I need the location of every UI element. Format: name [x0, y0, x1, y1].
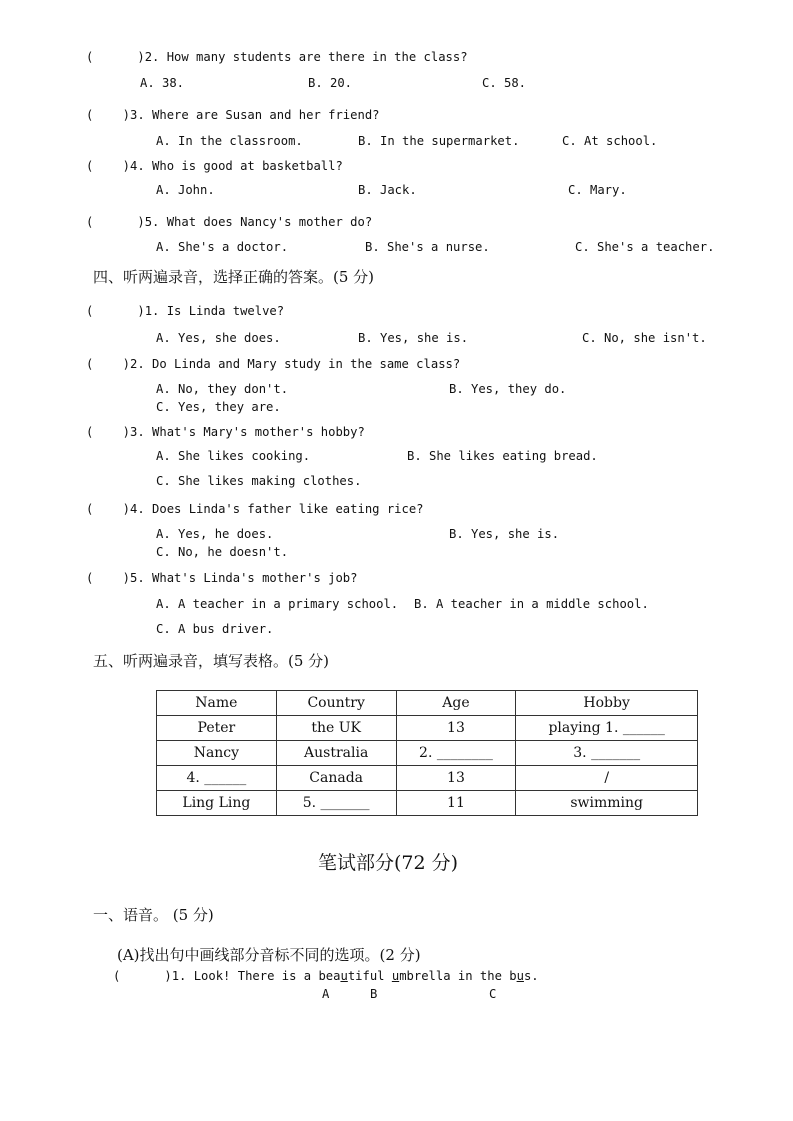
table-cell: 11	[396, 791, 516, 816]
question-text: ( )5. What does Nancy's mother do?	[86, 215, 373, 229]
option-b: B. Yes, she is.	[358, 331, 469, 345]
sub-section-a-title: (A)找出句中画线部分音标不同的选项。(2 分)	[117, 946, 421, 964]
option-c: C. A bus driver.	[156, 622, 274, 636]
question-text: ( )3. What's Mary's mother's hobby?	[86, 425, 365, 439]
option-b: B. 20.	[308, 76, 353, 90]
table-row	[157, 766, 698, 791]
option-c: C. Mary.	[568, 183, 627, 197]
question-text: ( )2. Do Linda and Mary study in the same class?	[86, 357, 461, 371]
table-row	[157, 791, 698, 816]
info-table	[156, 690, 698, 816]
table-cell: 5. _______	[276, 791, 396, 816]
table-cell: 4. ______	[157, 766, 277, 791]
written-section1-title: 一、语音。 (5 分)	[93, 906, 214, 924]
question-text: ( )2. How many students are there in the class?	[86, 50, 468, 64]
table-cell: the UK	[276, 716, 396, 741]
table-cell: 2. ________	[396, 741, 516, 766]
option-a: A. In the classroom.	[156, 134, 303, 148]
option-c: C. No, she isn't.	[582, 331, 707, 345]
header-cell: Country	[276, 691, 396, 716]
q1-text-part: ( )1. Look! There is a bea	[113, 969, 341, 983]
table-cell: 3. _______	[516, 741, 698, 766]
underlined-letter-c: u	[516, 969, 524, 983]
option-a: A. A teacher in a primary school.	[156, 597, 399, 611]
table-cell: playing 1. ______	[516, 716, 698, 741]
q1-text-part: s.	[523, 969, 539, 983]
phonics-question-1	[113, 968, 539, 984]
table-cell: Australia	[276, 741, 396, 766]
option-a: A. John.	[156, 183, 215, 197]
option-b: B. A teacher in a middle school.	[414, 597, 649, 611]
option-a: A. Yes, he does.	[156, 527, 274, 541]
option-a: A. She likes cooking.	[156, 449, 311, 463]
table-cell: Peter	[157, 716, 277, 741]
option-b: B. Yes, she is.	[449, 527, 560, 541]
question-text: ( )5. What's Linda's mother's job?	[86, 571, 358, 585]
table-cell: Ling Ling	[157, 791, 277, 816]
table-cell: 13	[396, 716, 516, 741]
option-c: C. She's a teacher.	[575, 240, 715, 254]
label-a: A	[322, 987, 330, 1001]
option-c: C. Yes, they are.	[156, 400, 281, 414]
option-b: B. In the supermarket.	[358, 134, 520, 148]
option-a: A. 38.	[140, 76, 185, 90]
option-c: C. At school.	[562, 134, 658, 148]
question-text: ( )4. Does Linda's father like eating rice?	[86, 502, 424, 516]
written-part-title: 笔试部分(72 分)	[318, 852, 459, 874]
header-cell: Name	[157, 691, 277, 716]
option-b: B. She likes eating bread.	[407, 449, 598, 463]
option-b: B. Jack.	[358, 183, 417, 197]
label-c: C	[489, 987, 497, 1001]
underlined-letter-a: u	[340, 969, 348, 983]
option-c: C. No, he doesn't.	[156, 545, 289, 559]
option-c: C. 58.	[482, 76, 527, 90]
question-text: ( )1. Is Linda twelve?	[86, 304, 285, 318]
option-a: A. No, they don't.	[156, 382, 289, 396]
label-b: B	[370, 987, 378, 1001]
table-row	[157, 716, 698, 741]
option-b: B. Yes, they do.	[449, 382, 567, 396]
option-b: B. She's a nurse.	[365, 240, 490, 254]
header-cell: Age	[396, 691, 516, 716]
table-row	[157, 741, 698, 766]
header-cell: Hobby	[516, 691, 698, 716]
option-a: A. Yes, she does.	[156, 331, 281, 345]
option-c: C. She likes making clothes.	[156, 474, 362, 488]
section4-title: 四、听两遍录音，选择正确的答案。(5 分)	[93, 268, 375, 286]
q1-text-part: mbrella in the b	[399, 969, 517, 983]
table-cell: swimming	[516, 791, 698, 816]
question-text: ( )4. Who is good at basketball?	[86, 159, 343, 173]
table-cell: /	[516, 766, 698, 791]
table-cell: Nancy	[157, 741, 277, 766]
q1-text-part: tiful	[347, 969, 392, 983]
question-text: ( )3. Where are Susan and her friend?	[86, 108, 380, 122]
section5-title: 五、听两遍录音，填写表格。(5 分)	[93, 652, 330, 670]
table-cell: 13	[396, 766, 516, 791]
table-cell: Canada	[276, 766, 396, 791]
table-header-row	[157, 691, 698, 716]
underlined-letter-b: u	[391, 969, 400, 983]
option-a: A. She's a doctor.	[156, 240, 289, 254]
